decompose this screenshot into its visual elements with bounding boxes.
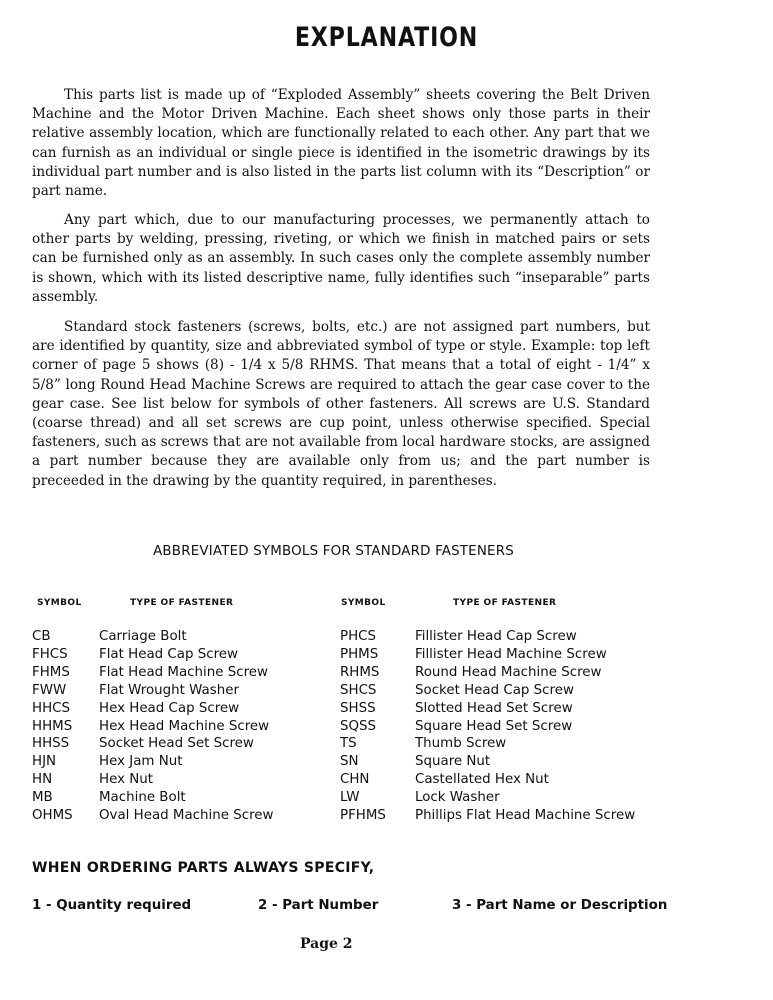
symbol-cell: LW xyxy=(340,790,360,806)
symbol-cell: FWW xyxy=(32,682,67,698)
type-cell: Flat Head Cap Screw xyxy=(99,646,238,662)
type-cell: Thumb Screw xyxy=(415,736,507,752)
symbol-cell: SN xyxy=(340,754,359,770)
type-cell: Castellated Hex Nut xyxy=(415,772,549,788)
table-row xyxy=(340,628,635,646)
symbols-section-title xyxy=(0,544,773,559)
table-row xyxy=(340,735,635,753)
symbol-cell: HN xyxy=(32,772,53,788)
table-row xyxy=(340,718,635,736)
type-cell: Machine Bolt xyxy=(99,790,186,806)
right-symbol-header: SYMBOL xyxy=(341,598,386,608)
table-row xyxy=(340,807,635,825)
symbol-cell: FHCS xyxy=(32,646,68,662)
symbol-cell: HHMS xyxy=(32,718,73,734)
table-row xyxy=(32,628,274,646)
table-row xyxy=(32,789,274,807)
table-row xyxy=(340,789,635,807)
paragraph-exploded-assembly: This parts list is made up of “Exploded Assembly” sheets covering the Belt Driven Machine and the Motor Driven Machine. Each sheet shows only those parts in their relative assembly location, which are functionally related to each other. Any part that we can furnish as an individual or single piece is identified in the isometric drawings by its individual part number and is also listed in the parts list column with its “Description” or part name. xyxy=(32,87,650,200)
type-cell: Round Head Machine Screw xyxy=(415,664,602,680)
table-row xyxy=(340,664,635,682)
symbol-cell: SHSS xyxy=(340,700,376,716)
symbol-cell: PHCS xyxy=(340,629,376,644)
ordering-item-description: 3 - Part Name or Description xyxy=(452,898,668,913)
type-cell: Socket Head Set Screw xyxy=(99,736,254,752)
page-title: EXPLANATION xyxy=(294,22,479,53)
type-cell: Fillister Head Machine Screw xyxy=(415,646,607,662)
table-row xyxy=(32,646,274,664)
symbols-title-text: ABBREVIATED SYMBOLS FOR STANDARD FASTENERS xyxy=(153,544,514,559)
table-row xyxy=(32,735,274,753)
table-row xyxy=(32,682,274,700)
table-row xyxy=(32,771,274,789)
type-cell: Hex Head Machine Screw xyxy=(99,718,270,734)
type-cell: Socket Head Cap Screw xyxy=(415,682,574,698)
type-cell: Flat Head Machine Screw xyxy=(99,664,268,680)
type-cell: Phillips Flat Head Machine Screw xyxy=(415,808,636,824)
ordering-item-quantity: 1 - Quantity required xyxy=(32,898,192,913)
type-cell: Slotted Head Set Screw xyxy=(415,700,573,716)
table-row xyxy=(32,664,274,682)
type-cell: Oval Head Machine Screw xyxy=(99,808,274,824)
paragraph-inseparable-assemblies: Any part which, due to our manufacturing processes, we permanently attach to other parts by welding, pressing, riveting, or which we finish in matched pairs or sets can be furnished only as an assembly. In such cases only the complete assembly number is shown, which with its listed descriptive name, fully identifies such “inseparable” parts assembly. xyxy=(32,212,650,305)
symbol-cell: HJN xyxy=(32,754,57,770)
paragraph-standard-fasteners: Standard stock fasteners (screws, bolts, etc.) are not assigned part numbers, but are identified by quantity, size and abbreviated symbol of type or style. Example: top left corner of page 5 shows (8) - 1/4 x 5/8 RHMS. That means that a total of eight - 1/4” x 5/8” long Round Head Machine Screws are required to attach the gear case cover to the gear case. See list below for symbols of other fasteners. All screws are U.S. Standard (coarse thread) and all set screws are cup point, unless otherwise specified. Special fasteners, such as screws that are not available from local hardware stocks, are assigned a part number because they are available only from us; and the part number is preceeded in the drawing by the quantity required, in parentheses. xyxy=(32,319,650,489)
type-cell: Lock Washer xyxy=(415,790,500,806)
symbol-cell: CB xyxy=(32,629,51,644)
table-row xyxy=(340,753,635,771)
table-row xyxy=(32,753,274,771)
ordering-heading: WHEN ORDERING PARTS ALWAYS SPECIFY, xyxy=(32,860,375,876)
symbol-cell: PFHMS xyxy=(340,808,386,824)
symbol-cell: SHCS xyxy=(340,682,377,698)
symbol-cell: HHCS xyxy=(32,700,70,716)
type-cell: Hex Head Cap Screw xyxy=(99,700,240,716)
left-type-header: TYPE OF FASTENER xyxy=(130,598,234,608)
symbol-cell: PHMS xyxy=(340,646,379,662)
symbol-cell: FHMS xyxy=(32,664,70,680)
table-row xyxy=(32,807,274,825)
type-cell: Flat Wrought Washer xyxy=(99,682,239,698)
type-cell: Hex Jam Nut xyxy=(99,754,183,770)
page-number: Page 2 xyxy=(300,936,353,952)
fastener-table-left xyxy=(32,628,274,825)
type-cell: Square Head Set Screw xyxy=(415,718,573,734)
right-type-header: TYPE OF FASTENER xyxy=(453,598,557,608)
symbol-cell: SQSS xyxy=(340,718,377,734)
table-row xyxy=(340,771,635,789)
symbol-cell: CHN xyxy=(340,772,370,788)
type-cell: Fillister Head Cap Screw xyxy=(415,629,577,644)
table-row xyxy=(340,700,635,718)
ordering-item-part-number: 2 - Part Number xyxy=(258,898,379,913)
type-cell: Hex Nut xyxy=(99,772,154,788)
symbol-cell: RHMS xyxy=(340,664,380,680)
table-row xyxy=(340,646,635,664)
symbol-cell: OHMS xyxy=(32,808,73,824)
symbol-cell: TS xyxy=(340,736,357,752)
left-symbol-header: SYMBOL xyxy=(37,598,82,608)
symbol-cell: HHSS xyxy=(32,736,70,752)
table-row xyxy=(32,700,274,718)
symbol-cell: MB xyxy=(32,790,53,806)
table-row xyxy=(32,718,274,736)
fastener-table-right xyxy=(340,628,635,825)
type-cell: Carriage Bolt xyxy=(99,629,187,644)
type-cell: Square Nut xyxy=(415,754,491,770)
table-row xyxy=(340,682,635,700)
